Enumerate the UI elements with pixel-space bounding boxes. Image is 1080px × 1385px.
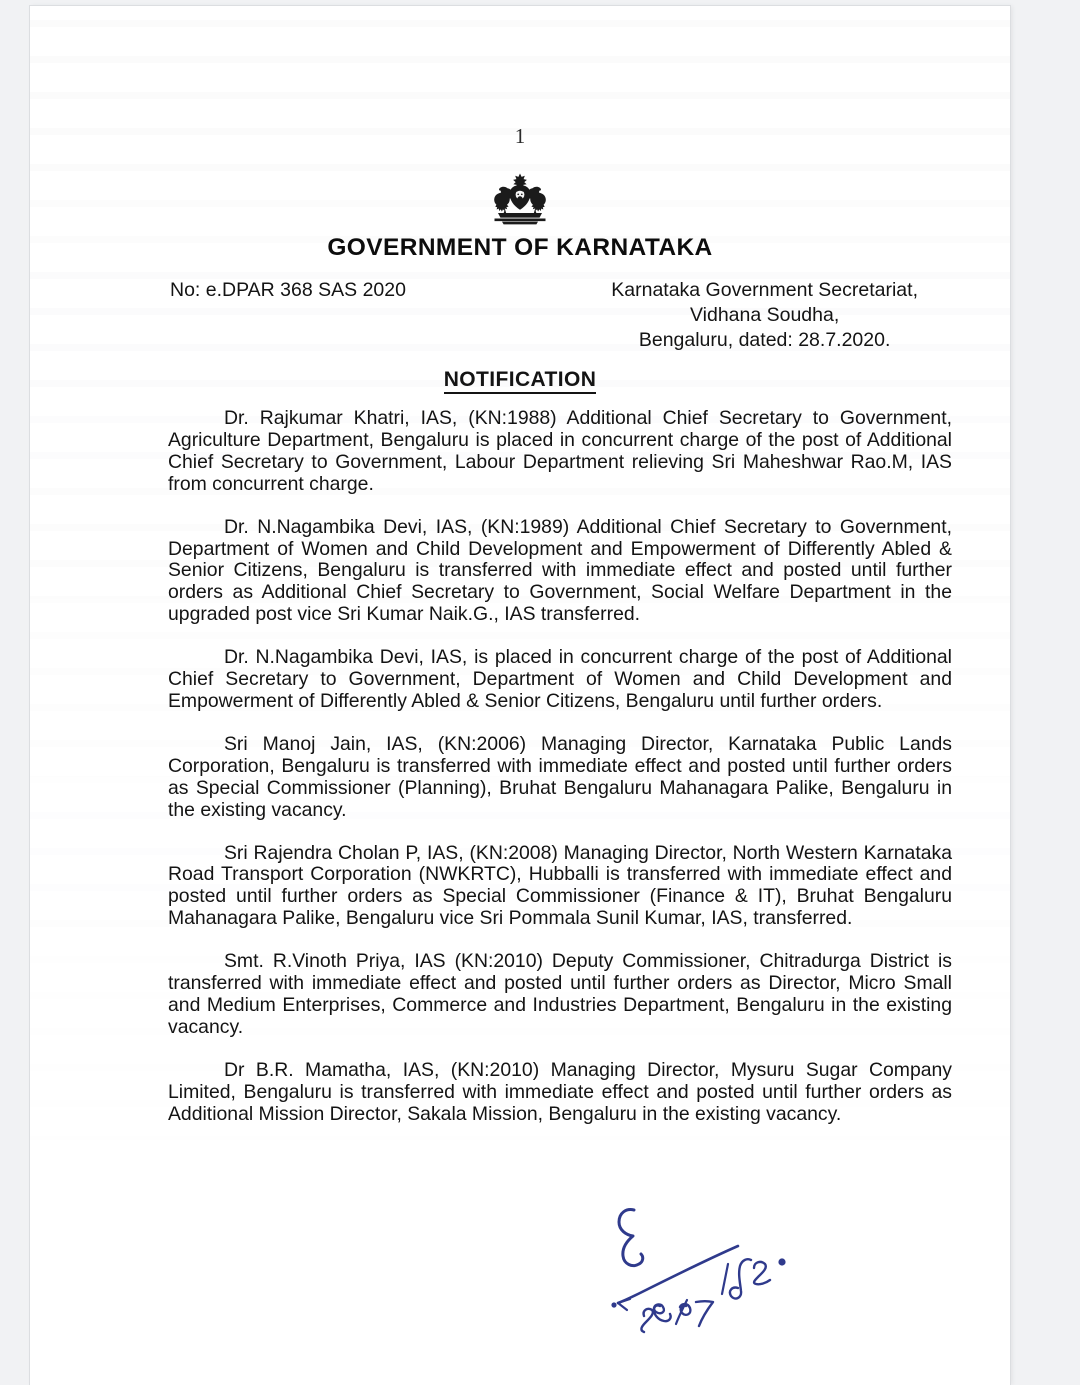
notification-body (168, 408, 952, 1125)
document-content (30, 6, 1010, 1385)
government-title: GOVERNMENT OF KARNATAKA (327, 234, 713, 261)
file-number: No: e.DPAR 368 SAS 2020 (170, 279, 406, 301)
issuing-address (611, 278, 918, 353)
page-gutter-left (0, 0, 30, 1385)
notification-heading (30, 368, 1010, 392)
notification-heading-text: NOTIFICATION (444, 368, 597, 394)
notification-paragraph: Dr. N.Nagambika Devi, IAS, (KN:1989) Additional Chief Secretary to Government, Department of Women and Child Development and Empowerment of Differently Abled & Senior Citizens, Bengaluru is transferred with immediate effect and posted until further orders as Additional Chief Secretary to Government, Social Welfare Department in the upgraded post vice Sri Kumar Naik.G., IAS transferred. (168, 515, 952, 626)
notification-paragraph: Smt. R.Vinoth Priya, IAS (KN:2010) Deputy Commissioner, Chitradurga District is transferred with immediate effect and posted until further orders as Director, Micro Small and Medium Enterprises, Commerce and Industries Department, Bengaluru in the existing vacancy. (168, 950, 952, 1038)
address-line-3: Bengaluru, dated: 28.7.2020. (638, 329, 891, 351)
karnataka-state-emblem (30, 172, 1010, 230)
address-line-2: Vidhana Soudha, (689, 304, 840, 326)
notification-paragraph: Dr. N.Nagambika Devi, IAS, is placed in concurrent charge of the post of Additional Chief Secretary to Government, Department of Women and Child Development and Empowerment of Differently Abled & Senior Citizens, Bengaluru until further orders. (168, 646, 952, 712)
document-meta (170, 278, 930, 353)
page-gutter-right (1010, 0, 1080, 1385)
document-page (30, 6, 1010, 1385)
page-number: 1 (514, 124, 526, 148)
handwritten-signature (586, 1202, 826, 1352)
notification-paragraph: Dr B.R. Mamatha, IAS, (KN:2010) Managing Director, Mysuru Sugar Company Limited, Bengaluru is transferred with immediate effect and posted until further orders as Additional Mission Director, Sakala Mission, Bengaluru in the existing vacancy. (168, 1058, 952, 1125)
notification-paragraph: Sri Manoj Jain, IAS, (KN:2006) Managing Director, Karnataka Public Lands Corporation, Bengaluru is transferred with immediate effect and posted until further orders as Special Commissioner (Planning), Bruhat Bengaluru Mahanagara Palike, Bengaluru in the existing vacancy. (168, 732, 952, 821)
notification-paragraph: Sri Rajendra Cholan P, IAS, (KN:2008) Managing Director, North Western Karnataka Road Transport Corporation (NWKRTC), Hubballi is transferred with immediate effect and posted until further orders as Special Commissioner (Finance & IT), Bruhat Bengaluru Mahanagara Palike, Bengaluru vice Sri Pommala Sunil Kumar, IAS, transferred. (168, 841, 952, 930)
notification-paragraph: Dr. Rajkumar Khatri, IAS, (KN:1988) Additional Chief Secretary to Government, Agriculture Department, Bengaluru is placed in concurrent charge of the post of Additional Chief Secretary to Government, Labour Department relieving Sri Maheshwar Rao.M, IAS from concurrent charge. (168, 407, 952, 495)
address-line-1: Karnataka Government Secretariat, (611, 279, 918, 301)
